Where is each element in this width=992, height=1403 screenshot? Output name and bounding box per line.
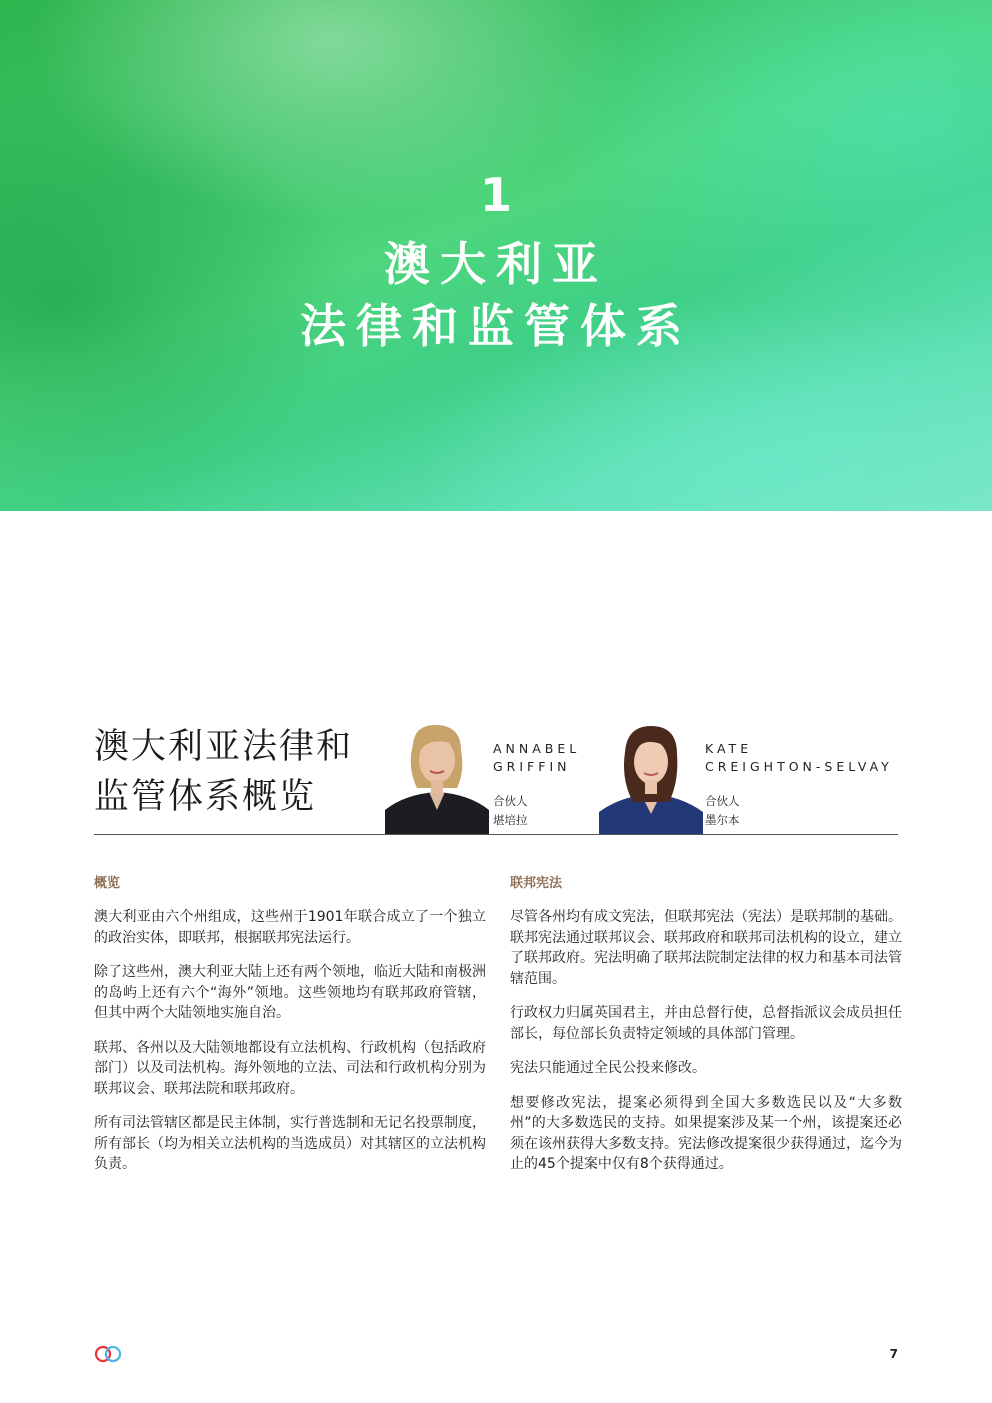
author-role: 合伙人 — [705, 794, 740, 808]
header-divider — [94, 834, 898, 835]
author-role-kate-creighton-selvay — [705, 792, 740, 830]
chapter-number: 1 — [479, 168, 512, 222]
firm-logo-icon — [93, 1345, 125, 1363]
overview-heading: 概览 — [94, 876, 121, 891]
overview-paragraph-1: 澳大利亚由六个州组成，这些州于1901年联合成立了一个独立的政治实体，即联邦，根据联邦宪法运行。 — [94, 909, 486, 946]
author-last-name: GRIFFIN — [493, 759, 571, 774]
author-photo-kate-creighton-selvay — [599, 722, 703, 835]
author-role: 合伙人 — [493, 794, 528, 808]
constitution-paragraph-4: 想要修改宪法，提案必须得到全国大多数选民以及“大多数州”的大多数选民的支持。如果提案涉及某一个州，该提案还必须在该州获得大多数支持。宪法修改提案很少获得通过，迄今为止的45个提案中仅有8个获得通过。 — [510, 1094, 902, 1172]
overview-paragraph-3: 联邦、各州以及大陆领地都设有立法机构、行政机构（包括政府部门）以及司法机构。海外领地的立法、司法和行政机构分别为联邦议会、联邦法院和联邦政府。 — [94, 1039, 486, 1097]
chapter-title-line1: 澳大利亚 — [384, 237, 608, 291]
section-title — [94, 722, 394, 822]
constitution-paragraph-1: 尽管各州均有成文宪法，但联邦宪法（宪法）是联邦制的基础。联邦宪法通过联邦议会、联邦政府和联邦司法机构的设立，建立了联邦政府。宪法明确了联邦法院制定法律的权力和基本司法管辖范围。 — [510, 909, 902, 987]
author-city: 墨尔本 — [705, 813, 740, 827]
constitution-paragraph-2: 行政权力归属英国君主，并由总督行使，总督指派议会成员担任部长，每位部长负责特定领域的具体部门管理。 — [510, 1005, 902, 1042]
constitution-column — [510, 872, 902, 1189]
author-photo-annabel-griffin — [385, 722, 489, 835]
author-role-annabel-griffin — [493, 792, 528, 830]
author-first-name: KATE — [705, 741, 753, 756]
chapter-title-line2: 法律和监管体系 — [300, 299, 692, 353]
constitution-heading: 联邦宪法 — [510, 876, 563, 891]
section-title-line1: 澳大利亚法律和 — [94, 727, 354, 767]
overview-column — [94, 872, 486, 1189]
hero-banner — [0, 0, 992, 511]
section-title-line2: 监管体系概览 — [94, 777, 317, 817]
constitution-paragraph-3: 宪法只能通过全民公投来修改。 — [510, 1060, 706, 1076]
overview-paragraph-2: 除了这些州，澳大利亚大陆上还有两个领地，临近大陆和南极洲的岛屿上还有六个“海外”领地。这些领地均有联邦政府管辖，但其中两个大陆领地实施自治。 — [94, 964, 486, 1021]
author-first-name: ANNABEL — [493, 741, 581, 756]
page-number: 7 — [889, 1347, 898, 1361]
author-name-kate-creighton-selvay — [705, 740, 893, 776]
author-city: 堪培拉 — [493, 813, 528, 827]
author-name-annabel-griffin — [493, 740, 580, 776]
overview-paragraph-4: 所有司法管辖区都是民主体制，实行普选制和无记名投票制度，所有部长（均为相关立法机构的当选成员）对其辖区的立法机构负责。 — [94, 1115, 486, 1172]
author-last-name: CREIGHTON-SELVAY — [705, 759, 893, 774]
